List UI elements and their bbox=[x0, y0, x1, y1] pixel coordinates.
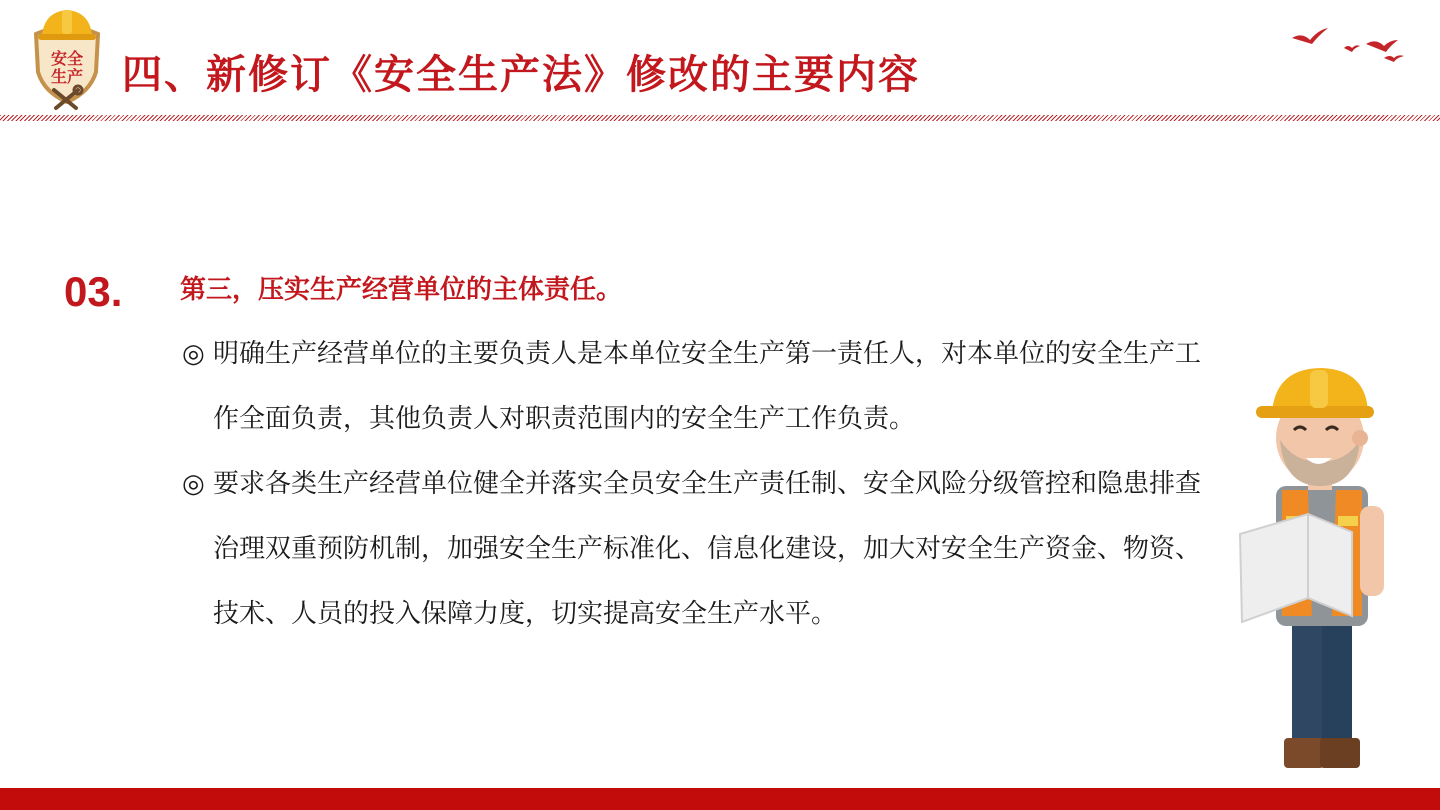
flying-birds-icon bbox=[1288, 24, 1406, 66]
bullet-mark-icon: ◎ bbox=[182, 469, 205, 499]
section-heading: 第三，压实生产经营单位的主体责任。 bbox=[180, 275, 623, 305]
bullet-mark-icon: ◎ bbox=[182, 339, 205, 369]
bullet-item bbox=[182, 452, 1222, 647]
bullet-text: 要求各类生产经营单位健全并落实全员安全生产责任制、安全风险分级管控和隐患排查治理双重预防机制，加强安全生产标准化、信息化建设，加大对安全生产资金、物资、技术、人员的投入保障力度，切实提高安全生产水平。 bbox=[213, 469, 1202, 629]
header-divider bbox=[0, 115, 1440, 121]
safety-production-badge-icon bbox=[28, 6, 106, 112]
bullet-item bbox=[182, 322, 1222, 452]
footer-bar bbox=[0, 788, 1440, 810]
page-title: 四、新修订《安全生产法》修改的主要内容 bbox=[122, 52, 920, 98]
logo-text-line1: 安全 bbox=[50, 49, 84, 68]
logo-text-line2: 生产 bbox=[50, 67, 84, 86]
section-number: 03. bbox=[64, 268, 123, 315]
construction-worker-illustration bbox=[1232, 366, 1402, 776]
bullet-text: 明确生产经营单位的主要负责人是本单位安全生产第一责任人，对本单位的安全生产工作全面负责，其他负责人对职责范围内的安全生产工作负责。 bbox=[213, 339, 1202, 434]
